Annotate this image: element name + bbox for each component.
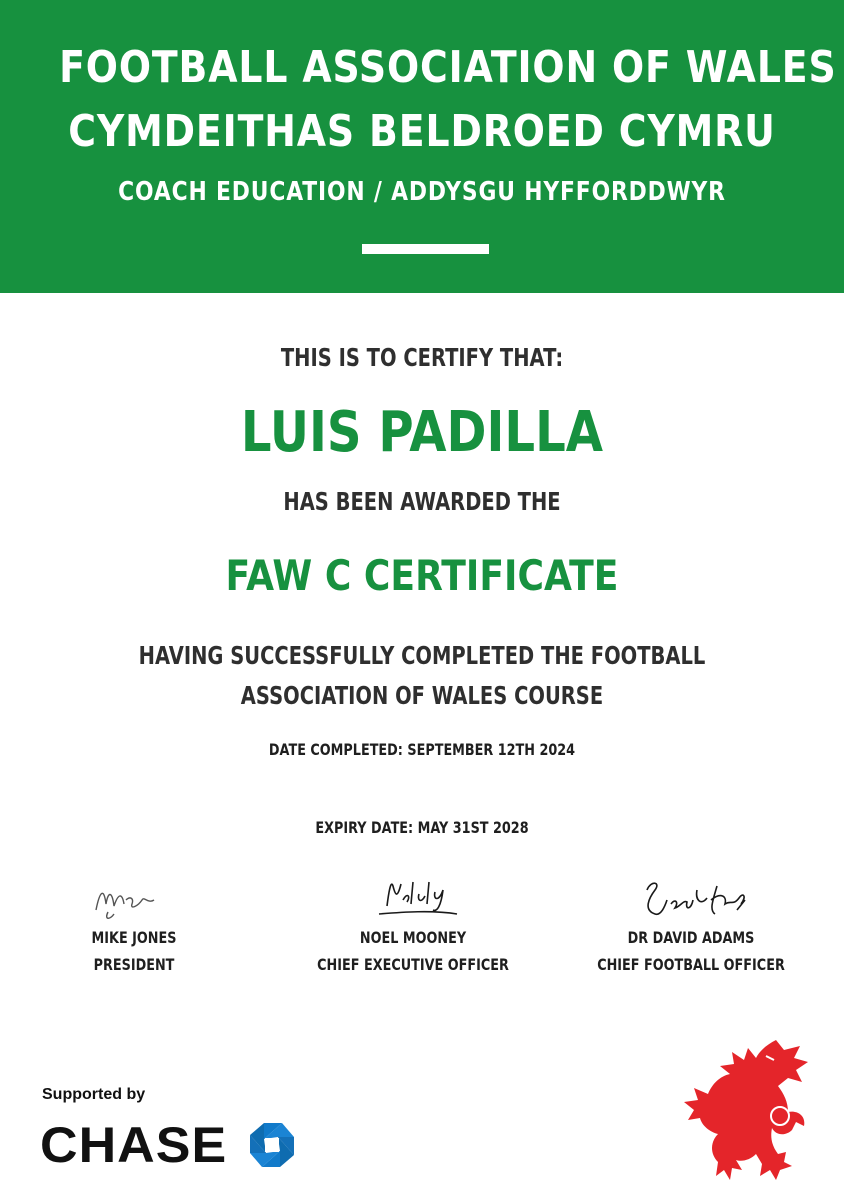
title-welsh: CYMDEITHAS BELDROED CYMRU	[68, 106, 776, 157]
chase-octagon-logo-icon	[248, 1121, 296, 1169]
signatory-ceo	[273, 870, 553, 978]
signatory-name: DR DAVID ADAMS	[627, 928, 755, 947]
welsh-dragon-crest-icon	[680, 1036, 814, 1186]
title-english: FOOTBALL ASSOCIATION OF WALES	[59, 42, 837, 93]
signatory-role: PRESIDENT	[93, 955, 175, 974]
signatory-president	[0, 870, 274, 978]
signatory-name: MIKE JONES	[91, 928, 177, 947]
supported-by-label: Supported by	[42, 1086, 146, 1103]
signatory-role: CHIEF FOOTBALL OFFICER	[597, 955, 785, 974]
awarded-text: HAS BEEN AWARDED THE	[283, 487, 561, 516]
date-completed: DATE COMPLETED: SEPTEMBER 12TH 2024	[268, 740, 576, 759]
certify-text: THIS IS TO CERTIFY THAT:	[280, 343, 564, 372]
completion-text-content: HAVING SUCCESSFULLY COMPLETED THE FOOTBALL ASSOCIATION OF WALES COURSE	[138, 641, 706, 710]
header-divider	[362, 244, 489, 254]
signature-icon	[74, 870, 194, 924]
completion-text	[93, 636, 751, 716]
recipient-name: LUIS PADILLA	[240, 400, 604, 465]
signature-icon	[621, 870, 761, 924]
header-subtitle: COACH EDUCATION / ADDYSGU HYFFORDDWYR	[118, 177, 726, 207]
expiry-date: EXPIRY DATE: MAY 31ST 2028	[315, 818, 529, 837]
signature-icon	[353, 870, 473, 924]
signatory-role: CHIEF EXECUTIVE OFFICER	[317, 955, 509, 974]
award-title: FAW C CERTIFICATE	[225, 551, 619, 600]
signatory-name: NOEL MOONEY	[359, 928, 467, 947]
signatory-cfo	[551, 870, 831, 978]
chase-wordmark: CHASE	[40, 1117, 228, 1173]
header-banner	[0, 0, 844, 293]
